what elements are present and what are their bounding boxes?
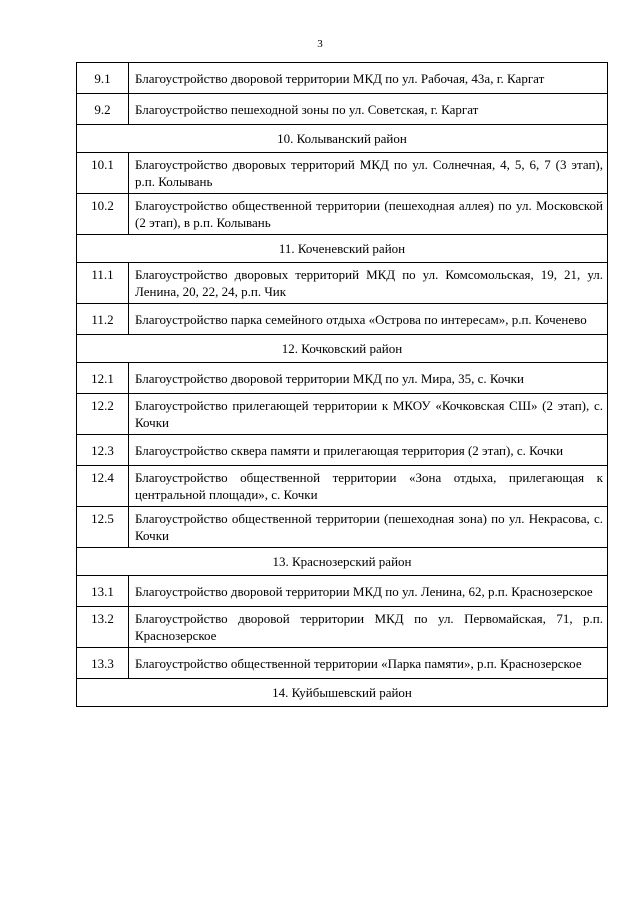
district-header-row — [77, 335, 608, 363]
district-title: 14. Куйбышевский район — [77, 679, 608, 707]
table-row — [77, 576, 608, 607]
district-title: 10. Колыванский район — [77, 125, 608, 153]
item-number: 12.1 — [77, 363, 129, 394]
item-description: Благоустройство дворовой территории МКД по ул. Рабочая, 43а, г. Каргат — [129, 63, 608, 94]
district-header-row — [77, 235, 608, 263]
item-description: Благоустройство пешеходной зоны по ул. Советская, г. Каргат — [129, 94, 608, 125]
item-description: Благоустройство общественной территории «Зона отдыха, прилегающая к центральной площади», с. Кочки — [129, 466, 608, 507]
item-number: 10.1 — [77, 153, 129, 194]
page-number: 3 — [317, 38, 323, 50]
table-row — [77, 394, 608, 435]
projects-table — [76, 62, 608, 707]
item-number: 13.2 — [77, 607, 129, 648]
table-row — [77, 466, 608, 507]
item-number: 9.2 — [77, 94, 129, 125]
item-description: Благоустройство общественной территории «Парка памяти», р.п. Краснозерское — [129, 648, 608, 679]
district-title: 12. Кочковский район — [77, 335, 608, 363]
table-row — [77, 507, 608, 548]
item-number: 12.2 — [77, 394, 129, 435]
item-number: 12.3 — [77, 435, 129, 466]
district-header-row — [77, 125, 608, 153]
table-row — [77, 194, 608, 235]
table-row — [77, 607, 608, 648]
table-row — [77, 363, 608, 394]
table-row — [77, 304, 608, 335]
item-description: Благоустройство общественной территории (пешеходная аллея) по ул. Московской (2 этап), в р.п. Колывань — [129, 194, 608, 235]
item-description: Благоустройство дворовой территории МКД по ул. Первомайская, 71, р.п. Краснозерское — [129, 607, 608, 648]
table-row — [77, 435, 608, 466]
item-number: 12.5 — [77, 507, 129, 548]
item-number: 10.2 — [77, 194, 129, 235]
item-number: 13.1 — [77, 576, 129, 607]
table-row — [77, 648, 608, 679]
district-title: 13. Краснозерский район — [77, 548, 608, 576]
table-row — [77, 63, 608, 94]
table-body — [77, 63, 608, 707]
district-header-row — [77, 679, 608, 707]
district-header-row — [77, 548, 608, 576]
item-number: 13.3 — [77, 648, 129, 679]
item-number: 9.1 — [77, 63, 129, 94]
item-description: Благоустройство дворовых территорий МКД по ул. Солнечная, 4, 5, 6, 7 (3 этап), р.п. Колывань — [129, 153, 608, 194]
district-title: 11. Коченевский район — [77, 235, 608, 263]
item-description: Благоустройство дворовой территории МКД по ул. Ленина, 62, р.п. Краснозерское — [129, 576, 608, 607]
item-number: 11.1 — [77, 263, 129, 304]
item-number: 11.2 — [77, 304, 129, 335]
table-row — [77, 94, 608, 125]
item-description: Благоустройство дворовых территорий МКД по ул. Комсомольская, 19, 21, ул. Ленина, 20, 22, 24, р.п. Чик — [129, 263, 608, 304]
table-row — [77, 263, 608, 304]
table-row — [77, 153, 608, 194]
item-description: Благоустройство парка семейного отдыха «Острова по интересам», р.п. Коченево — [129, 304, 608, 335]
item-description: Благоустройство дворовой территории МКД по ул. Мира, 35, с. Кочки — [129, 363, 608, 394]
item-description: Благоустройство прилегающей территории к МКОУ «Кочковская СШ» (2 этап), с. Кочки — [129, 394, 608, 435]
item-description: Благоустройство общественной территории (пешеходная зона) по ул. Некрасова, с. Кочки — [129, 507, 608, 548]
item-number: 12.4 — [77, 466, 129, 507]
item-description: Благоустройство сквера памяти и прилегающая территория (2 этап), с. Кочки — [129, 435, 608, 466]
